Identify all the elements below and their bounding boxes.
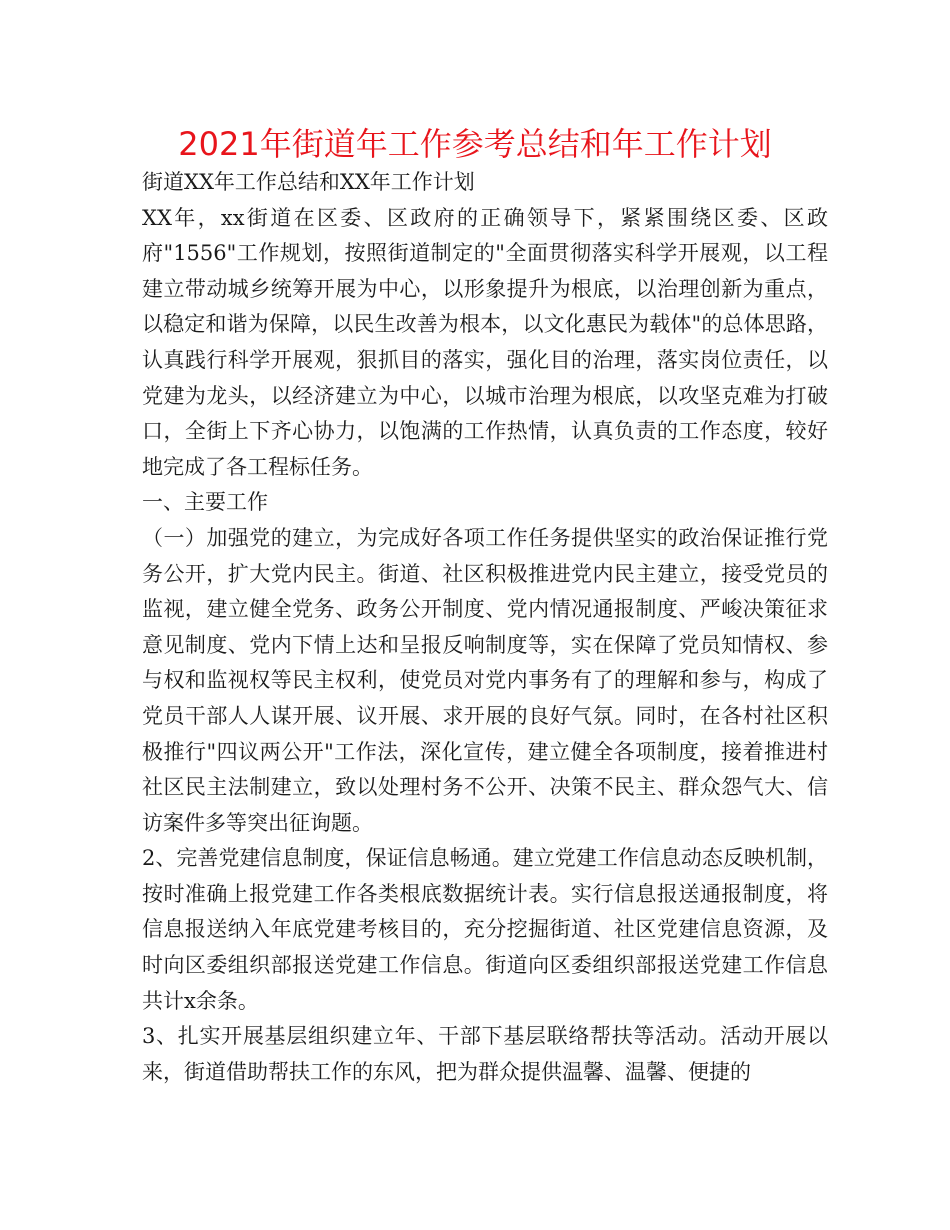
paragraph-party-building: （一）加强党的建立，为完成好各项工作任务提供坚实的政治保证推行党务公开，扩大党内民主。街道、社区积极推进党内民主建立，接受党员的监视，建立健全党务、政务公开制度、党内情况通报制度、严峻决策征求意见制度、党内下情上达和呈报反响制度等，实在保障了党员知情权、参与权和监视权等民主权利，使党员对党内事务有了的理解和参与，构成了党员干部人人谋开展、议开展、求开展的良好气氛。同时，在各村社区积极推行"四议两公开"工作法，深化宣传，建立健全各项制度，接着推进村社区民主法制建立，致以处理村务不公开、决策不民主、群众怨气大、信访案件多等突出征询题。 (142, 525, 828, 835)
document-body (142, 165, 828, 1090)
section-heading-main-work: 一、主要工作 (142, 490, 268, 515)
paragraph-info-system: 2、完善党建信息制度，保证信息畅通。建立党建工作信息动态反映机制，按时准确上报党建工作各类根底数据统计表。实行信息报送通报制度，将信息报送纳入年底党建考核目的，充分挖掘街道、社区党建信息资源，及时向区委组织部报送党建工作信息。街道向区委组织部报送党建工作信息共计x余条。 (142, 846, 828, 1013)
paragraph-intro: XX年，xx街道在区委、区政府的正确领导下，紧紧围绕区委、区政府"1556"工作规划，按照街道制定的"全面贯彻落实科学开展观，以工程建立带动城乡统筹开展为中心，以形象提升为根底，以治理创新为重点，以稳定和谐为保障，以民生改善为根本，以文化惠民为载体"的总体思路，认真践行科学开展观，狠抓目的落实，强化目的治理，落实岗位责任，以党建为龙头，以经济建立为中心，以城市治理为根底，以攻坚克难为打破口，全街上下齐心协力，以饱满的工作热情，认真负责的工作态度，较好地完成了各工程标任务。 (142, 205, 828, 479)
document-title: 2021年街道年工作参考总结和年工作计划 (178, 125, 772, 163)
document-subtitle: 街道XX年工作总结和XX年工作计划 (142, 170, 475, 194)
paragraph-grassroots: 3、扎实开展基层组织建立年、干部下基层联络帮扶等活动。活动开展以来，街道借助帮扶工作的东风，把为群众提供温馨、温馨、便捷的 (142, 1024, 828, 1084)
